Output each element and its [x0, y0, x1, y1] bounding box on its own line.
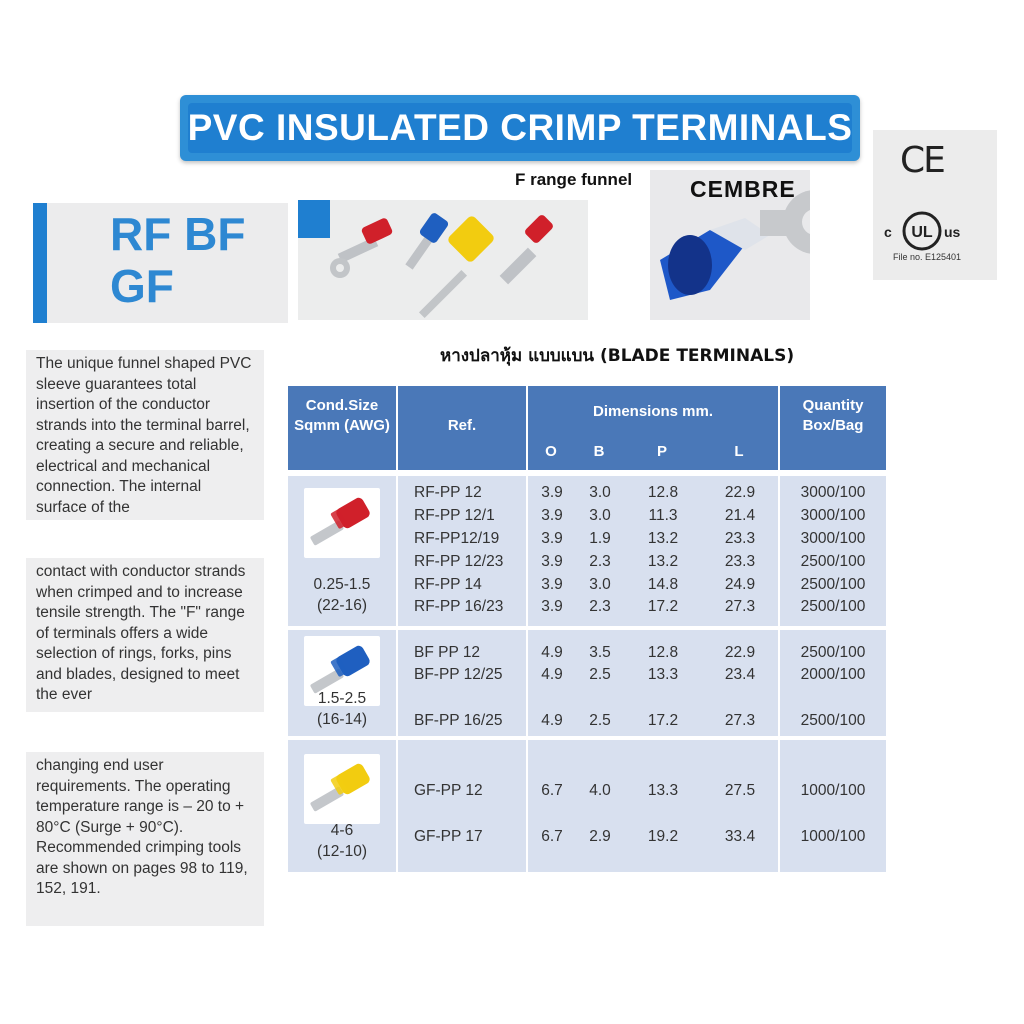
terminal-thumbnail — [304, 488, 380, 558]
ul-us-label: us — [944, 224, 961, 240]
column-divider — [396, 630, 398, 736]
title-banner — [180, 95, 860, 161]
cell-b: 4.0 — [589, 782, 611, 799]
table-group — [288, 476, 886, 626]
table-group — [288, 630, 886, 736]
cell-p: 13.3 — [647, 782, 679, 799]
cond-size-sqmm: 0.25-1.5 — [313, 576, 371, 593]
cond-size-sqmm: 4-6 — [330, 822, 354, 839]
cell-o: 3.9 — [541, 484, 563, 501]
page-title: PVC INSULATED CRIMP TERMINALS — [187, 107, 853, 148]
photo-accent — [298, 200, 330, 238]
cell-b: 2.5 — [589, 666, 611, 683]
cell-qty: 2500/100 — [800, 644, 866, 661]
cell-b: 2.3 — [589, 598, 611, 615]
header-b: B — [593, 443, 605, 460]
cond-size-sqmm: 1.5-2.5 — [317, 690, 367, 707]
cell-ref: RF-PP 16/23 — [414, 598, 504, 615]
description-block-3: changing end user requirements. The operating temperature range is – 20 to + 80°C (Surge + 90°C). Recommended crimping tools are shown on pages 98 to 119, 152, 191. — [26, 752, 264, 926]
cell-p: 17.2 — [647, 598, 679, 615]
cell-qty: 2500/100 — [800, 576, 866, 593]
terminals-photo — [298, 200, 588, 320]
cell-ref: RF-PP12/19 — [414, 530, 500, 547]
column-divider — [396, 740, 398, 872]
series-codes — [110, 208, 245, 312]
table-group — [288, 740, 886, 872]
cell-qty: 2500/100 — [800, 553, 866, 570]
cell-b: 3.0 — [589, 507, 611, 524]
cell-o: 6.7 — [541, 782, 563, 799]
header-dimensions: Dimensions mm. — [592, 403, 714, 420]
header-l: L — [734, 443, 744, 460]
ul-c-label: c — [884, 224, 892, 240]
cond-size-awg: (12-10) — [317, 843, 367, 860]
cell-p: 12.8 — [647, 644, 679, 661]
cell-p: 17.2 — [647, 712, 679, 729]
cell-o: 3.9 — [541, 598, 563, 615]
header-divider — [778, 386, 780, 470]
cell-o: 4.9 — [541, 712, 563, 729]
cell-l: 23.3 — [724, 553, 756, 570]
cell-o: 4.9 — [541, 666, 563, 683]
cell-qty: 1000/100 — [800, 782, 866, 799]
header-divider — [396, 386, 398, 470]
cell-ref: RF-PP 12/1 — [414, 507, 495, 524]
cell-p: 13.2 — [647, 553, 679, 570]
cell-p: 14.8 — [647, 576, 679, 593]
cell-l: 23.3 — [724, 530, 756, 547]
series-codes-line1: RF BF — [110, 208, 246, 260]
cond-size-label — [288, 688, 396, 730]
cell-o: 3.9 — [541, 507, 563, 524]
blade-terminal-icon — [304, 754, 380, 824]
cell-ref: BF-PP 16/25 — [414, 712, 503, 729]
cell-o: 3.9 — [541, 530, 563, 547]
cell-ref: RF-PP 12 — [414, 484, 482, 501]
cond-size-awg: (22-16) — [317, 597, 367, 614]
terminal-thumbnail — [304, 754, 380, 824]
cell-o: 4.9 — [541, 644, 563, 661]
cell-ref: BF PP 12 — [414, 644, 481, 661]
cell-p: 12.8 — [647, 484, 679, 501]
cell-l: 23.4 — [724, 666, 756, 683]
description-block-2: contact with conductor strands when crimped and to increase tensile strength. The "F" range of terminals offers a wide selection of rings, forks, pins and blades, designed to meet the ever — [26, 558, 264, 712]
cell-ref: GF-PP 17 — [414, 828, 483, 845]
cell-ref: BF-PP 12/25 — [414, 666, 503, 683]
cond-size-awg: (16-14) — [317, 711, 367, 728]
cell-l: 33.4 — [724, 828, 756, 845]
cell-l: 27.3 — [724, 598, 756, 615]
brand-logo: CEMBRE — [690, 176, 796, 202]
code-panel-accent — [33, 203, 47, 323]
column-divider — [778, 740, 780, 872]
cell-qty: 1000/100 — [800, 828, 866, 845]
cell-b: 2.3 — [589, 553, 611, 570]
cond-size-label — [288, 820, 396, 862]
ul-mark-icon — [882, 205, 992, 255]
cell-qty: 3000/100 — [800, 484, 866, 501]
column-divider — [396, 476, 398, 626]
cell-p: 19.2 — [647, 828, 679, 845]
series-codes-line2: GF — [110, 260, 174, 312]
ce-mark: CE — [900, 140, 944, 181]
header-cond-size: Cond.Size Sqmm (AWG) — [294, 397, 390, 434]
description-block-1: The unique funnel shaped PVC sleeve guarantees total insertion of the conductor strands into the terminal barrel, creating a secure and reliable, electrical and mechanical connection. The internal surface of the — [26, 350, 264, 520]
range-subtitle: F range funnel — [515, 170, 633, 189]
title-banner-inner — [188, 103, 852, 153]
cell-l: 24.9 — [724, 576, 756, 593]
cell-b: 3.0 — [589, 576, 611, 593]
header-ref: Ref. — [447, 417, 477, 434]
table-header-row — [288, 386, 886, 470]
cell-b: 2.5 — [589, 712, 611, 729]
cell-l: 27.3 — [724, 712, 756, 729]
cell-o: 3.9 — [541, 576, 563, 593]
ul-file-number: File no. E125401 — [893, 252, 962, 262]
cell-p: 11.3 — [648, 507, 678, 524]
header-quantity: Quantity Box/Bag — [802, 397, 864, 434]
cond-size-label — [288, 574, 396, 616]
blade-terminal-icon — [304, 488, 380, 558]
cell-qty: 3000/100 — [800, 530, 866, 547]
cell-l: 22.9 — [724, 644, 756, 661]
cell-qty: 2500/100 — [800, 598, 866, 615]
cell-ref: RF-PP 14 — [414, 576, 482, 593]
cell-b: 3.0 — [589, 484, 611, 501]
cell-b: 1.9 — [589, 530, 611, 547]
cell-b: 2.9 — [589, 828, 611, 845]
cell-l: 21.4 — [724, 507, 756, 524]
cell-o: 6.7 — [541, 828, 563, 845]
header-p: P — [656, 443, 667, 460]
cell-qty: 2500/100 — [800, 712, 866, 729]
column-divider — [526, 740, 528, 872]
cell-l: 22.9 — [724, 484, 756, 501]
cell-l: 27.5 — [724, 782, 756, 799]
cell-p: 13.3 — [647, 666, 679, 683]
header-divider — [526, 386, 528, 470]
cell-b: 3.5 — [589, 644, 611, 661]
cell-o: 3.9 — [541, 553, 563, 570]
header-o: O — [545, 443, 557, 460]
cell-ref: GF-PP 12 — [414, 782, 483, 799]
cell-p: 13.2 — [647, 530, 679, 547]
table-heading: หางปลาหุ้ม แบบแบน (BLADE TERMINALS) — [440, 346, 795, 366]
cell-ref: RF-PP 12/23 — [414, 553, 504, 570]
cell-qty: 3000/100 — [800, 507, 866, 524]
terminals-image — [298, 200, 588, 320]
ul-label: UL — [911, 224, 933, 241]
cell-qty: 2000/100 — [800, 666, 866, 683]
